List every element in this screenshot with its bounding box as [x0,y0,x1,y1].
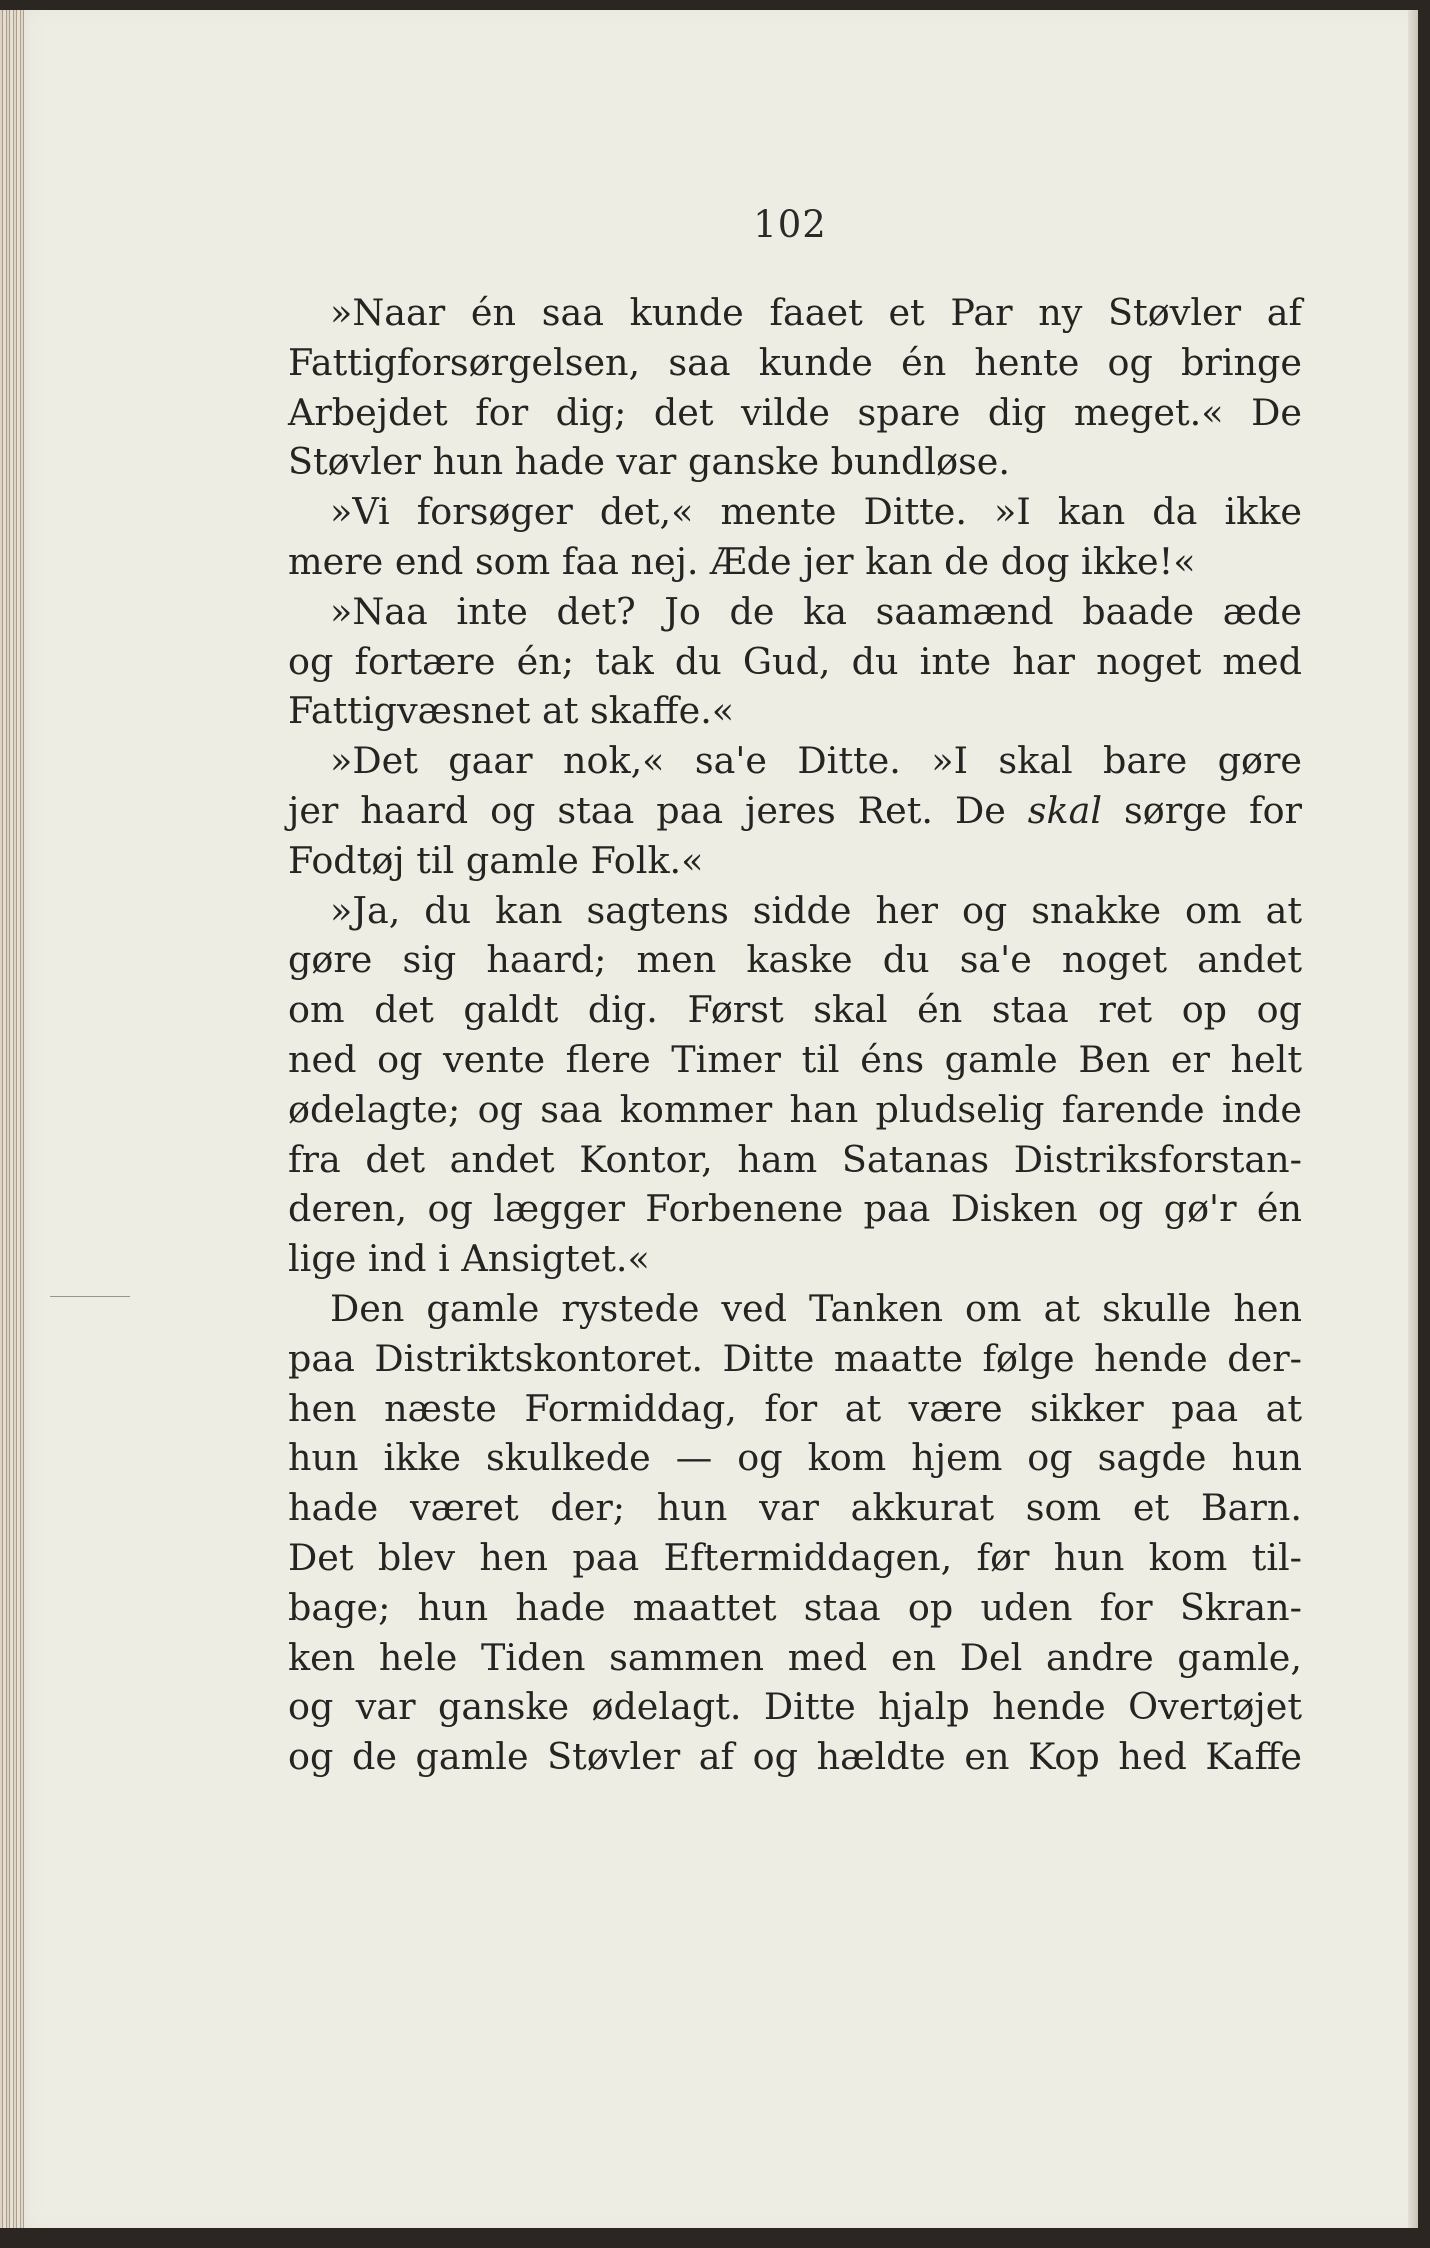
text-line: og de gamle Støvler af og hældte en Kop hed Kaffe [288,1735,1302,1779]
margin-rule [50,1296,130,1297]
text-line: Den gamle rystede ved Tanken om at skulle hen [330,1286,1302,1330]
text-line: ned og vente flere Timer til éns gamle Ben er helt [288,1037,1302,1081]
text-line: Fattigforsørgelsen, saa kunde én hente og bringe [288,340,1302,384]
text-line: ken hele Tiden sammen med en Del andre gamle, [288,1635,1302,1679]
text-line: og fortære én; tak du Gud, du inte har noget med [288,639,1302,683]
text-line: hen næste Formiddag, for at være sikker paa at [288,1386,1302,1430]
text-line: »Naa inte det? Jo de ka saamænd baade æde [330,589,1302,633]
text-line: mere end som faa nej. Æde jer kan de dog ikke!« [288,539,1196,583]
text-line: Det blev hen paa Eftermiddagen, før hun kom til- [288,1535,1302,1579]
text-line: hun ikke skulkede — og kom hjem og sagde hun [288,1436,1302,1480]
text-line: fra det andet Kontor, ham Satanas Distriksforstan- [288,1137,1302,1181]
page-number: 102 [753,203,827,246]
text-line: »Ja, du kan sagtens sidde her og snakke om at [330,888,1302,932]
text-line: Fodtøj til gamle Folk.« [288,838,704,882]
text-line: og var ganske ødelagt. Ditte hjalp hende Overtøjet [288,1685,1302,1729]
italic-emphasis: skal [1027,788,1103,832]
text-line: gøre sig haard; men kaske du sa'e noget andet [288,938,1302,982]
text-line: lige ind i Ansigtet.« [288,1237,650,1281]
text-line: om det galdt dig. Først skal én staa ret op og [288,988,1302,1032]
book-page [0,10,1418,2228]
text-line: ødelagte; og saa kommer han pludselig farende inde [288,1087,1302,1131]
text-line: paa Distriktskontoret. Ditte maatte følge hende der- [288,1336,1302,1380]
text-line: Arbejdet for dig; det vilde spare dig meget.« De [288,390,1302,434]
text-line: jer haard og staa paa jeres Ret. De skal sørge for [288,788,1302,832]
text-line: Støvler hun hade var ganske bundløse. [288,440,1010,484]
text-line: »Vi forsøger det,« mente Ditte. »I kan da ikke [330,490,1302,534]
text-line: Fattigvæsnet at skaffe.« [288,689,735,733]
book-spine-edge [0,10,24,2228]
text-line: bage; hun hade maattet staa op uden for Skran- [288,1585,1302,1629]
text-line: »Det gaar nok,« sa'e Ditte. »I skal bare gøre [330,739,1302,783]
text-line: deren, og lægger Forbenene paa Disken og gø'r én [288,1187,1302,1231]
text-line: »Naar én saa kunde faaet et Par ny Støvler af [330,291,1302,334]
page-right-edge [1408,10,1418,2228]
body-text [288,288,1302,1782]
text-line: hade været der; hun var akkurat som et Barn. [288,1486,1302,1530]
